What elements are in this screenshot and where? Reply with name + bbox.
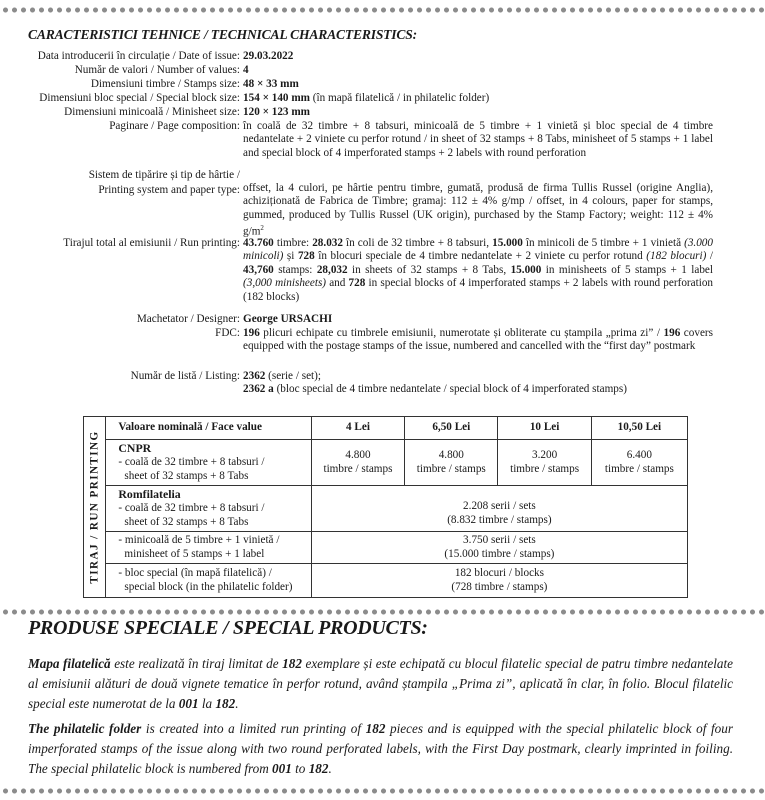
text-run: / xyxy=(706,250,713,263)
text-run: 43,760 xyxy=(243,263,274,276)
text-run: în minicoli de 5 timbre + 1 vinietă xyxy=(522,237,685,249)
text-run: 728 xyxy=(348,277,366,290)
text-run: Mapa filatelică xyxy=(28,656,111,671)
spec-label: Număr de listă / Listing: xyxy=(130,370,240,382)
spec-label: Data introducerii în circulație / Date of issue: xyxy=(37,50,240,62)
special-block-value-cell: 182 blocuri / blocks (728 timbre / stamps) xyxy=(311,564,687,598)
text-run: . xyxy=(328,761,332,776)
text-run: The philatelic folder xyxy=(28,721,142,736)
text-run: is created into a limited run printing of xyxy=(141,721,366,736)
text-run: timbre: xyxy=(273,237,313,249)
spec-value xyxy=(243,237,713,304)
spec-label: Machetator / Designer: xyxy=(136,313,240,325)
cnpr-title: CNPR xyxy=(118,441,152,456)
spec-value: George URSACHI xyxy=(243,313,333,325)
text-run: 15.000 xyxy=(510,263,542,276)
text-run: în blocuri speciale de 4 timbre nedantelate + 2 viniete cu perfor rotund xyxy=(314,250,647,263)
text-run: în coli de 32 timbre + 8 tabsuri, xyxy=(342,237,493,249)
table-row-special-block xyxy=(84,564,688,598)
spec-label: FDC: xyxy=(215,327,240,339)
face-value-4: 4 Lei xyxy=(311,417,404,440)
spec-value: 196 plicuri echipate cu timbrele emisiunii, numerotate și obliterate cu ștampila „prima zi” / 196 covers equipped with the postage stamps of the issue, numbered and cancelled with the “first day” postmark xyxy=(243,327,713,353)
text-run: . xyxy=(235,696,239,711)
special-products-title: PRODUSE SPECIALE / SPECIAL PRODUCTS: xyxy=(28,617,428,639)
text-run: (182 blocuri) xyxy=(646,250,707,263)
text-run: (3.000 minicoli) xyxy=(243,237,713,263)
spec-value: 4 xyxy=(243,64,249,76)
spec-label: Dimensiuni timbre / Stamps size: xyxy=(90,78,240,90)
spec-value: offset, la 4 culori, pe hârtie pentru timbre, gumată, produsă de firma Tullis Russel (origine Anglia), achiziționată de Fabrica de Timbre; gramaj: 112 ± 4% g/mp / offset, in 4 colours, paper for stamps, gummed, produced by Tullis Russel (UK origin), purchased by the Stamp Factory; weight: 112 ± 4% $g/m^2$ xyxy=(243,182,713,238)
text-run: exemplare și este echipată cu blocul filatelic special de patru timbre nedantelate al emisiunii alături de două vignete tematice în perfor rotund, având ștampila „Prima zi”, aplicată în clar, în folio. Blocul filatelic special este numerotat de la xyxy=(28,656,734,711)
text-run: 182 xyxy=(308,761,329,776)
cnpr-cell-10: 3.200 timbre / stamps xyxy=(498,440,591,486)
text-run: este realizată în tiraj limitat de xyxy=(110,656,283,671)
spec-value: în coală de 32 timbre + 8 tabsuri, minicoală de 5 timbre + 1 vinietă și bloc special de 4 timbre nedantelate + 2 viniete cu perfor rotund / in sheet of 32 stamps + 8 Tabs, minisheet of 5 stamps + 1 label and special block of 4 imperforated stamps + 2 labels with round perforation xyxy=(243,120,713,159)
table-row-romfilatelia xyxy=(84,486,688,532)
text-run: in minisheets of 5 stamps + 1 label xyxy=(541,263,713,276)
spec-value: 120 × 123 mm xyxy=(243,106,310,118)
face-value-10-50: 10,50 Lei xyxy=(591,417,687,440)
face-value-header: Valoare nominală / Face value xyxy=(106,417,311,440)
spec-label: Tirajul total al emisiunii / Run printing: xyxy=(63,237,240,249)
text-run: și xyxy=(283,250,298,263)
special-block-label-cell: - bloc special (în mapă filatelică) / special block (in the philatelic folder) xyxy=(106,564,311,598)
spec-label: Număr de valori / Number of values: xyxy=(74,64,240,76)
face-value-10: 10 Lei xyxy=(498,417,591,440)
cnpr-label-cell: CNPR - coală de 32 timbre + 8 tabsuri / sheet of 32 stamps + 8 Tabs xyxy=(106,440,311,486)
spec-label: Paginare / Page composition: xyxy=(109,120,240,132)
spec-label: Dimensiuni bloc special / Special block size: xyxy=(39,92,240,104)
spec-label: Dimensiuni minicoală / Minisheet size: xyxy=(64,106,240,118)
table-header-row xyxy=(84,417,688,440)
text-run: pieces and is equipped with the special philatelic block of four imperforated stamps of the issue along with two round perforated labels, with the First Day postmark, clearly imprinted in foiling. The special philatelic block is numbered from xyxy=(28,721,733,776)
side-label: TIRAJ / RUN PRINTING xyxy=(88,430,101,584)
romfilatelia-title: Romfilatelia xyxy=(118,487,181,502)
dotted-divider-bottom xyxy=(0,787,765,795)
face-value-6-50: 6,50 Lei xyxy=(405,417,498,440)
special-products-paragraph-ro xyxy=(28,654,733,714)
text-run: stamps: xyxy=(273,263,317,276)
side-label-cell xyxy=(84,417,106,598)
text-run: 28,032 xyxy=(316,263,348,276)
text-run: 43.760 xyxy=(243,237,274,249)
text-run: 001 xyxy=(178,696,199,711)
minisheet-value-cell: 3.750 serii / sets (15.000 timbre / stamps) xyxy=(311,532,687,564)
text-run: 28.032 xyxy=(312,237,343,249)
table-row-minisheet xyxy=(84,532,688,564)
spec-value: 2362 (serie / set); 2362 a (bloc special de 4 timbre nedantelate / special block of 4 imperforated stamps) xyxy=(243,370,627,396)
dotted-divider-middle xyxy=(0,608,765,616)
dotted-divider-top xyxy=(0,6,765,14)
cnpr-cell-10-50: 6.400 timbre / stamps xyxy=(591,440,687,486)
text-run: 001 xyxy=(272,761,292,776)
romfilatelia-label-cell: Romfilatelia - coală de 32 timbre + 8 tabsuri / sheet of 32 stamps + 8 Tabs xyxy=(106,486,311,532)
text-run: to xyxy=(291,761,309,776)
cnpr-cell-4: 4.800 timbre / stamps xyxy=(311,440,404,486)
text-run: (3,000 minisheets) xyxy=(243,277,327,290)
spec-value: 29.03.2022 xyxy=(243,50,294,62)
text-run: 728 xyxy=(297,250,315,263)
text-run: 182 xyxy=(282,656,302,671)
text-run: 182 xyxy=(365,721,386,736)
minisheet-label-cell: - minicoală de 5 timbre + 1 vinietă / minisheet of 5 stamps + 1 label xyxy=(106,532,311,564)
special-products-paragraph-en xyxy=(28,719,733,779)
text-run: 15.000 xyxy=(492,237,523,249)
cnpr-cell-6-50: 4.800 timbre / stamps xyxy=(405,440,498,486)
technical-characteristics-title: CARACTERISTICI TEHNICE / TECHNICAL CHARACTERISTICS: xyxy=(28,27,417,42)
spec-label: Sistem de tipărire și tip de hârtie / Printing system and paper type: xyxy=(88,169,240,196)
text-run: in special blocks of 4 imperforated stamps + 2 labels with round perforation (182 blocks) xyxy=(243,277,714,303)
text-run: and xyxy=(326,277,349,290)
text-run: 182 xyxy=(215,696,236,711)
text-run: in sheets of 32 stamps + 8 Tabs, xyxy=(347,263,511,276)
spec-value: 48 × 33 mm xyxy=(243,78,299,90)
romfilatelia-value-cell: 2.208 serii / sets (8.832 timbre / stamps) xyxy=(311,486,687,532)
spec-value: 154 × 140 mm (în mapă filatelică / in philatelic folder) xyxy=(243,92,490,104)
table-row-cnpr xyxy=(84,440,688,486)
run-printing-table xyxy=(83,416,688,598)
text-run: la xyxy=(198,696,216,711)
